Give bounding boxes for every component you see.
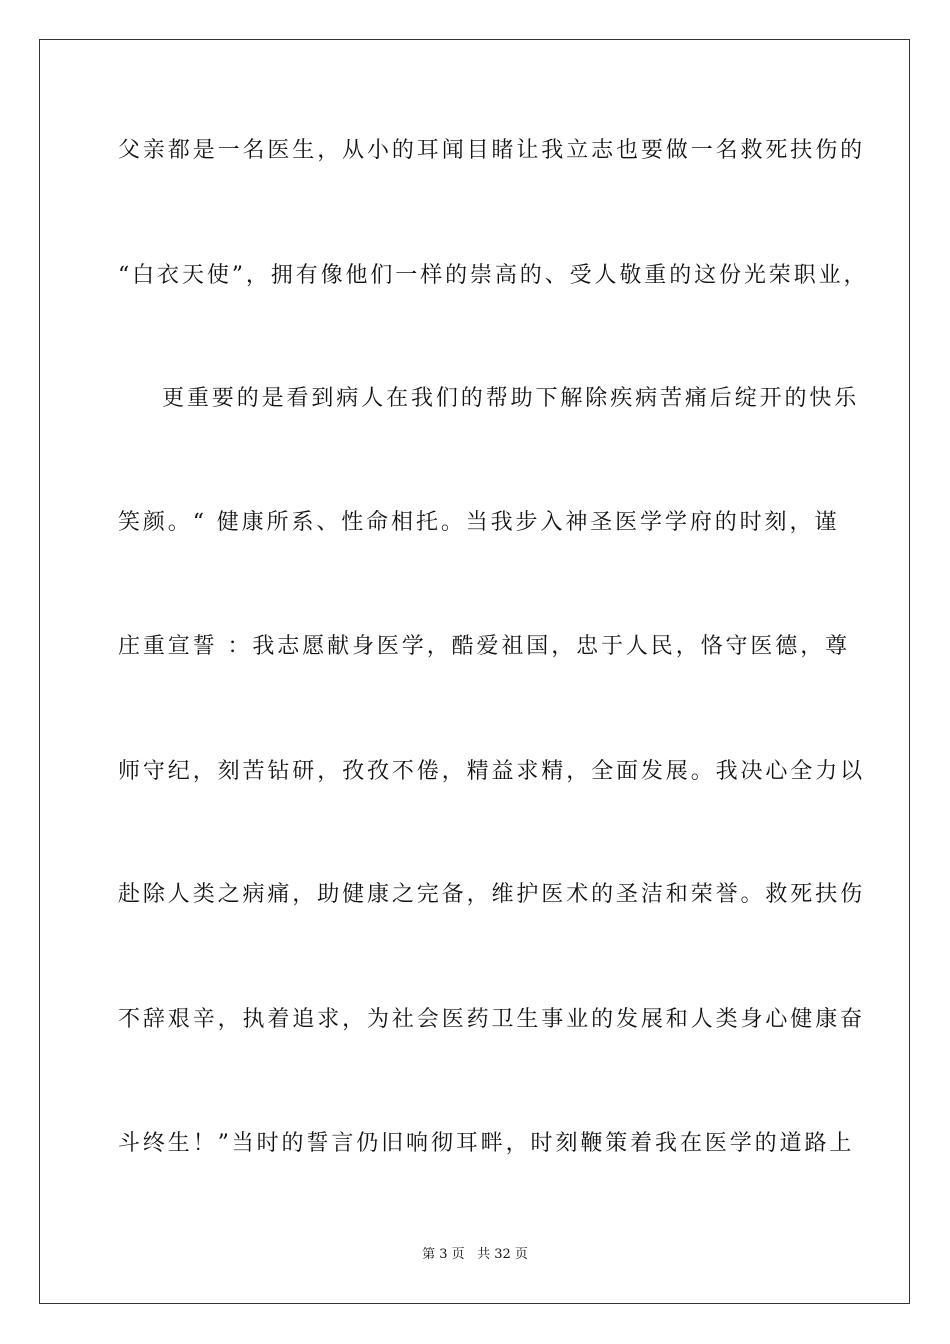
page-number: 第 3 页 — [422, 1247, 465, 1262]
body-line-9: 斗终生！”当时的誓言仍旧响彻耳畔，时刻鞭策着我在医学的道路上 — [118, 1131, 855, 1156]
body-line-4: 笑颜。“ 健康所系、性命相托。当我步入神圣医学学府的时刻，谨 — [118, 510, 840, 535]
page-total: 共 32 页 — [477, 1247, 528, 1262]
body-line-3: 更重要的是看到病人在我们的帮助下解除疾病苦痛后绽开的快乐 — [162, 386, 860, 411]
page-footer — [0, 1246, 950, 1264]
body-line-8: 不辞艰辛，执着追求，为社会医药卫生事业的发展和人类身心健康奋 — [118, 1007, 866, 1032]
body-line-2: “白衣天使”，拥有像他们一样的崇高的、受人敬重的这份光荣职业， — [118, 263, 869, 288]
page-border — [39, 39, 910, 1304]
body-line-6: 师守纪，刻苦钻研，孜孜不倦，精益求精，全面发展。我决心全力以 — [118, 759, 866, 784]
body-line-1: 父亲都是一名医生，从小的耳闻目睹让我立志也要做一名救死扶伤的 — [118, 138, 866, 163]
body-line-7: 赴除人类之病痛，助健康之完备，维护医术的圣洁和荣誉。救死扶伤 — [118, 882, 866, 907]
body-line-5: 庄重宣誓 ：我志愿献身医学，酷爱祖国，忠于人民，恪守医德，尊 — [118, 634, 850, 659]
